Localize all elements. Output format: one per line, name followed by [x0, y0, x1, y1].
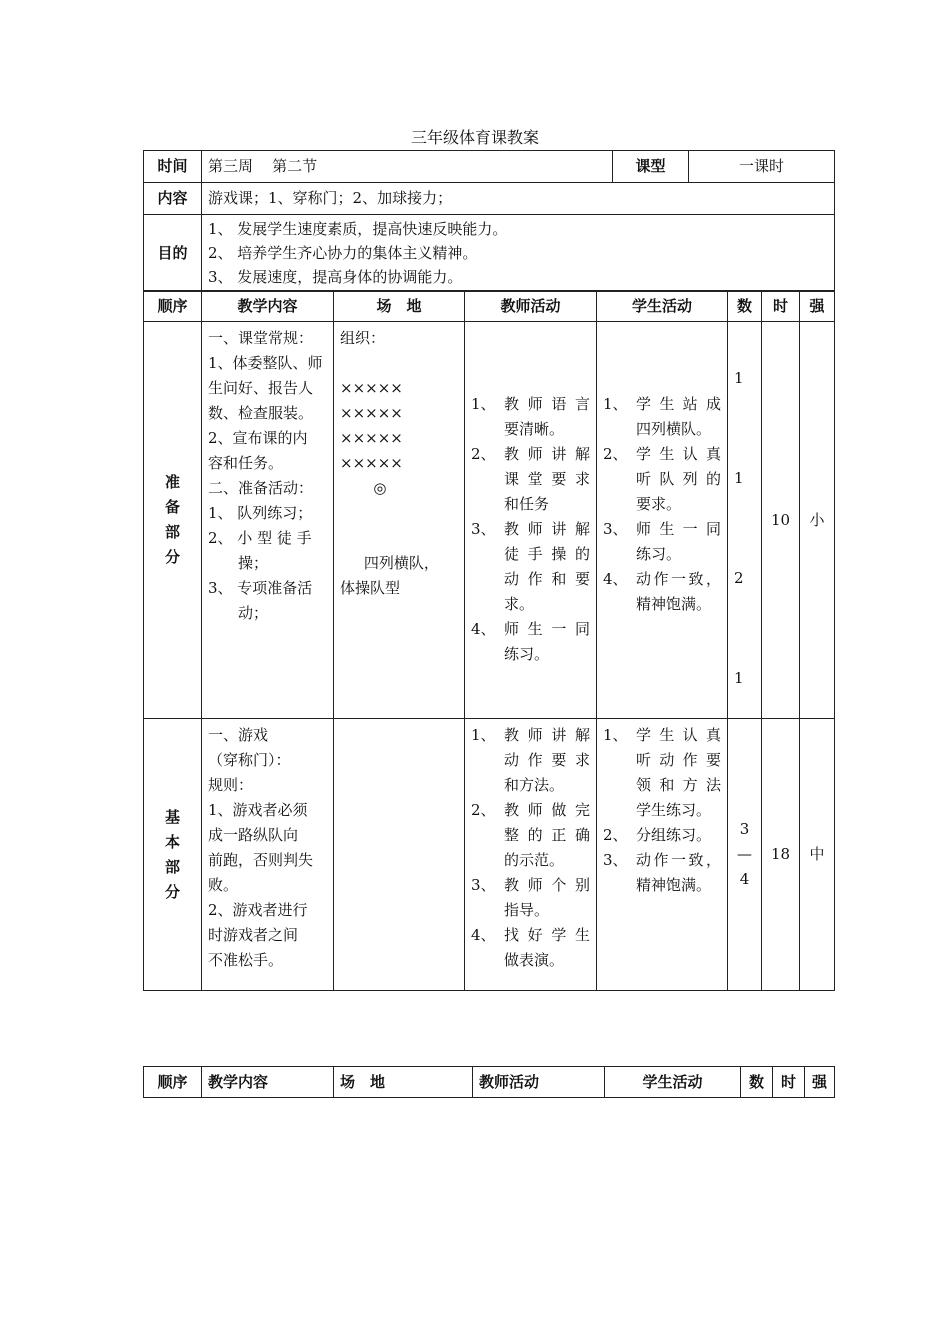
intensity-cell: 小	[800, 322, 835, 719]
purpose-label: 目的	[144, 215, 202, 292]
time-value: 第三周 第二节	[202, 151, 613, 183]
section-row-prep	[144, 322, 835, 719]
col-intensity: 强	[805, 1067, 835, 1098]
teaching-content: 一、游戏 （穿称门）： 规则： 1、游戏者必须 成一路纵队向 前跑，否则判失 败。 2、游戏者进行 时游戏者之间 不准松手。	[202, 719, 334, 991]
col-content: 教学内容	[202, 1067, 334, 1098]
student-activity: 1、 学生认真 听动作要 领和方法 学生练习。 2、 分组练习。 3、 动作一致， 精神饱满。	[597, 719, 728, 991]
column-header-row	[144, 1067, 835, 1098]
content-label: 内容	[144, 183, 202, 215]
purpose-lines	[202, 215, 835, 292]
section-name: 准 备 部 分	[144, 322, 202, 719]
col-count: 数	[728, 291, 762, 322]
student-activity: 1、 学生站成 四列横队。 2、 学生认真 听队列的 要求。 3、 师生一同 练习。 4、 动作一致， 精神饱满。	[597, 322, 728, 719]
field-formation: 组织： ××××× ××××× ××××× ××××× ◎ 四列横队， 体操队型	[334, 322, 465, 719]
col-teacher: 教师活动	[473, 1067, 605, 1098]
page-title: 三年级体育课教案	[410, 128, 539, 147]
type-label: 课型	[613, 151, 689, 183]
col-time: 时	[773, 1067, 805, 1098]
column-header-row	[144, 291, 835, 322]
purpose-line: 1、 发展学生速度素质，提高快速反映能力。	[208, 220, 508, 238]
col-student: 学生活动	[597, 291, 728, 322]
lesson-plan-table	[143, 290, 835, 991]
purpose-line: 2、 培养学生齐心协力的集体主义精神。	[208, 244, 478, 262]
col-order: 顺序	[144, 291, 202, 322]
time-cell: 18	[762, 719, 800, 991]
content-row	[144, 183, 835, 215]
col-field: 场 地	[334, 291, 465, 322]
col-time: 时	[762, 291, 800, 322]
type-value: 一课时	[689, 151, 835, 183]
count-cell: 1 1 2 1	[728, 322, 762, 719]
col-count: 数	[741, 1067, 773, 1098]
purpose-line: 3、 发展速度，提高身体的协调能力。	[208, 268, 463, 286]
purpose-row	[144, 215, 835, 292]
lesson-plan-table-continued	[143, 1066, 835, 1098]
col-teacher: 教师活动	[465, 291, 597, 322]
time-cell: 10	[762, 322, 800, 719]
col-order: 顺序	[144, 1067, 202, 1098]
count-cell: 3 — 4	[728, 719, 762, 991]
teacher-activity: 1、 教师语言 要清晰。 2、 教师讲解 课堂要求 和任务 3、 教师讲解 徒手操的 动作和要 求。 4、 师生一同 练习。	[465, 322, 597, 719]
content-value: 游戏课；1、穿称门；2、加球接力；	[202, 183, 835, 215]
col-student: 学生活动	[605, 1067, 741, 1098]
col-field: 场 地	[334, 1067, 473, 1098]
field-formation	[334, 719, 465, 991]
intensity-cell: 中	[800, 719, 835, 991]
section-row-basic	[144, 719, 835, 991]
time-row	[144, 151, 835, 183]
col-intensity: 强	[800, 291, 835, 322]
col-content: 教学内容	[202, 291, 334, 322]
section-name: 基 本 部 分	[144, 719, 202, 991]
time-label: 时间	[144, 151, 202, 183]
teacher-activity: 1、 教师讲解 动作要求 和方法。 2、 教师做完 整的正确 的示范。 3、 教师个别 指导。 4、 找好学生 做表演。	[465, 719, 597, 991]
lesson-header-table	[143, 150, 835, 292]
teaching-content: 一、课堂常规： 1、体委整队、师 生问好、报告人 数、检查服装。 2、宣布课的内 容和任务。 二、准备活动： 1、 队列练习； 2、 小 型 徒 手 操； 3、 专项准备活 动；	[202, 322, 334, 719]
